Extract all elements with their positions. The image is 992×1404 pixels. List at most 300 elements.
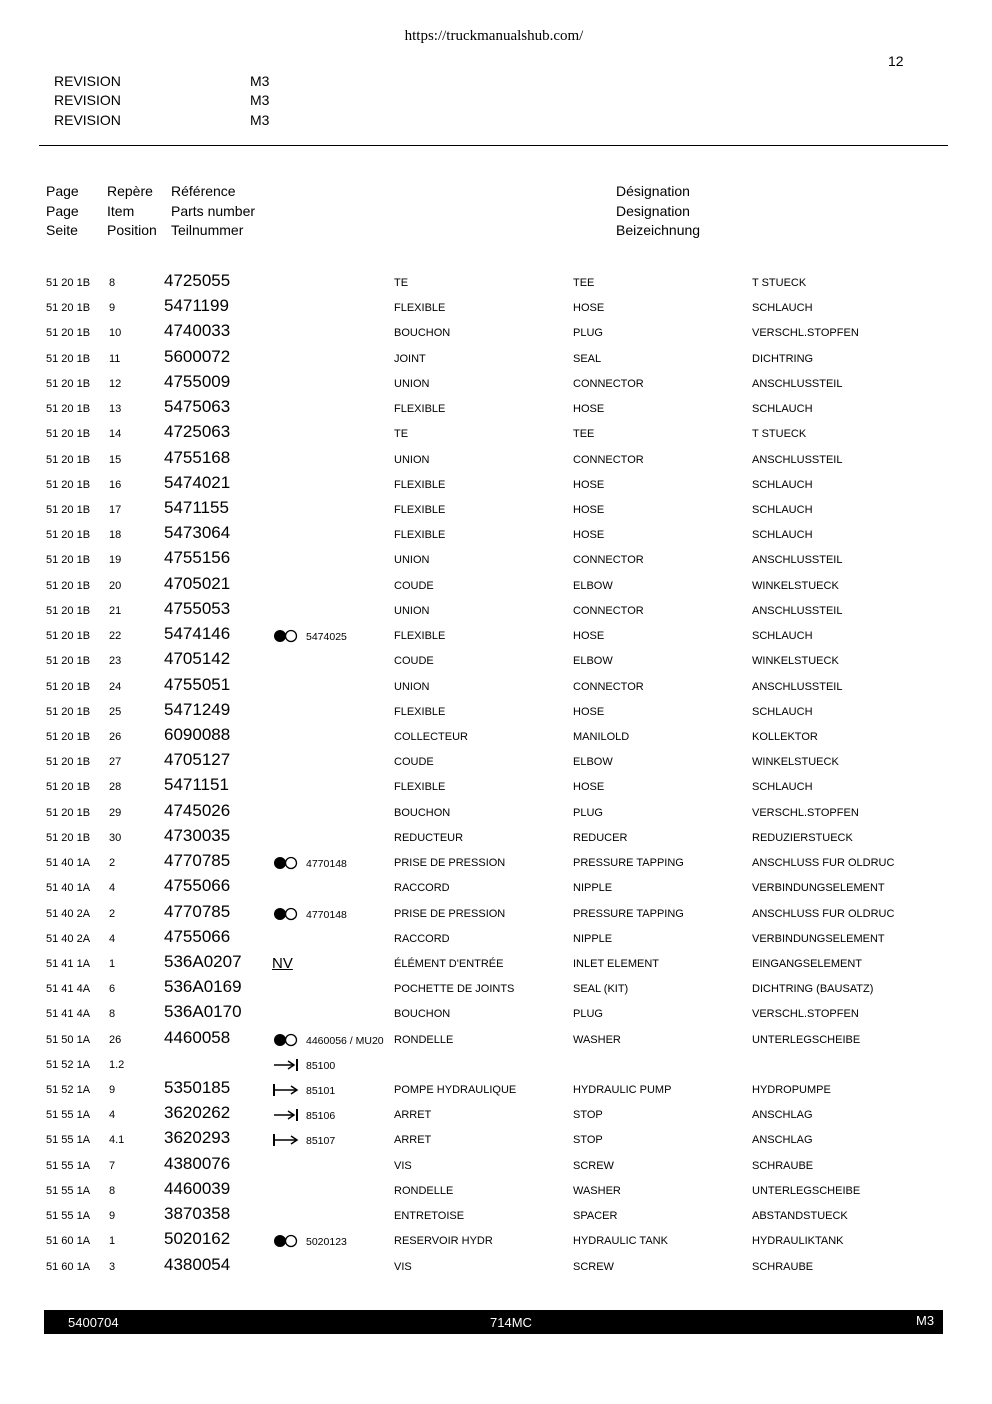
row-item: 29 [109,806,122,819]
row-item: 22 [109,630,122,643]
row-part-number: 4755168 [164,447,231,467]
row-item: 4.1 [109,1134,125,1147]
row-designation-de: KOLLEKTOR [752,730,818,743]
row-alternate-reference: 85100 [306,1059,336,1072]
row-item: 12 [109,377,122,390]
row-item: 11 [109,352,121,365]
row-designation-fr: UNION [394,604,430,617]
table-row [0,749,992,774]
row-designation-de: VERBINDUNGSELEMENT [752,932,885,945]
row-designation-de: SCHRAUBE [752,1260,814,1273]
row-designation-fr: COLLECTEUR [394,730,468,743]
row-part-number: 4770785 [164,851,231,871]
row-designation-fr: FLEXIBLE [394,630,446,643]
row-page: 51 55 1A [46,1159,91,1172]
revision-value: M3 [250,112,270,128]
row-item: 3 [109,1260,116,1273]
footer-bar [44,1310,943,1334]
row-page: 51 20 1B [46,478,91,491]
row-designation-de: SCHLAUCH [752,478,813,491]
row-item: 4 [109,1109,116,1122]
row-part-number: 5600072 [164,346,231,366]
row-designation-de: SCHLAUCH [752,403,813,416]
row-item: 7 [109,1159,116,1172]
row-designation-de: ANSCHLUSS FUR OLDRUC [752,857,895,870]
row-part-number: 5471249 [164,699,231,719]
footer-document-number: 5400704 [68,1315,119,1330]
row-designation-fr: COUDE [394,579,434,592]
table-row [0,1027,992,1052]
row-designation-fr: RESERVOIR HYDR [394,1235,493,1248]
row-page: 51 20 1B [46,705,91,718]
row-designation-en: ELBOW [573,579,613,592]
row-page: 51 55 1A [46,1184,91,1197]
column-header-designation-de: Beizeichnung [616,222,701,238]
row-designation-fr: FLEXIBLE [394,478,446,491]
column-header-reference-de: Teilnummer [171,222,244,238]
column-header-designation-fr: Désignation [616,183,690,199]
row-item: 28 [109,781,122,794]
row-item: 15 [109,453,122,466]
row-designation-en: ELBOW [573,756,613,769]
row-item: 18 [109,529,122,542]
row-alternate-reference: 4770148 [306,858,347,871]
table-row [0,926,992,951]
table-row [0,573,992,598]
row-part-number: 4755009 [164,371,231,391]
row-part-number: 4730035 [164,825,231,845]
row-designation-de: ABSTANDSTUECK [752,1210,848,1223]
row-alternate-reference: 5020123 [306,1236,347,1249]
row-designation-en: CONNECTOR [573,680,644,693]
row-designation-de: ANSCHLUSSTEIL [752,377,843,390]
source-url[interactable]: https://truckmanualshub.com/ [404,28,584,44]
revision-label: REVISION [54,73,121,89]
column-header-designation-en: Designation [616,202,690,219]
row-designation-en: SCREW [573,1159,614,1172]
row-part-number: 4725055 [164,271,231,290]
row-designation-de: DICHTRING [752,352,814,365]
row-page: 51 20 1B [46,806,91,819]
row-page: 51 40 2A [46,907,91,920]
row-designation-en: PLUG [573,806,603,819]
row-item: 1 [109,1235,116,1248]
table-row [0,320,992,345]
table-row [0,825,992,850]
row-page: 51 40 1A [46,882,91,895]
row-page: 51 41 4A [46,983,91,996]
row-designation-de: ANSCHLUSSTEIL [752,680,843,693]
row-part-number: 536A0207 [164,951,242,971]
row-part-number: 4770785 [164,901,231,921]
row-designation-en: SCREW [573,1260,614,1273]
row-alternate-reference: 85107 [306,1135,336,1148]
row-part-number: 4755053 [164,598,231,618]
row-alternate-reference: 4770148 [306,908,347,921]
row-page: 51 55 1A [46,1210,91,1223]
row-designation-en: SEAL [573,352,602,365]
row-item: 14 [109,428,122,441]
row-item: 23 [109,655,122,668]
row-part-number: 4705142 [164,649,231,669]
row-designation-fr: FLEXIBLE [394,705,446,718]
table-row [0,346,992,371]
row-item: 4 [109,932,116,945]
row-designation-en: PRESSURE TAPPING [573,857,684,870]
row-part-number: 4745026 [164,800,231,820]
row-designation-fr: TE [394,428,409,441]
row-part-number: 4755156 [164,548,231,568]
row-designation-en: STOP [573,1109,603,1122]
row-item: 26 [109,730,122,743]
row-item: 4 [109,882,116,895]
row-alternate-reference: 85106 [306,1110,336,1123]
row-designation-de: SCHRAUBE [752,1159,814,1172]
table-row [0,447,992,472]
row-designation-fr: ENTRETOISE [394,1210,465,1223]
revision-value: M3 [250,92,270,108]
row-page: 51 55 1A [46,1134,91,1147]
row-part-number: 5471155 [164,497,229,517]
row-page: 51 52 1A [46,1084,91,1097]
row-part-number: 4755051 [164,674,231,694]
row-page: 51 20 1B [46,831,91,844]
row-item: 8 [109,1184,116,1197]
row-designation-de: VERSCHL.STOPFEN [752,806,859,819]
row-designation-en: SPACER [573,1210,618,1223]
row-designation-en: PRESSURE TAPPING [573,907,684,920]
footer-model: 714MC [490,1315,532,1330]
row-designation-fr: ÉLÉMENT D'ENTRÉE [394,957,504,970]
row-part-number: 5473064 [164,523,231,543]
row-designation-de: HYDRAULIKTANK [752,1235,844,1248]
row-page: 51 40 2A [46,932,91,945]
row-designation-en: CONNECTOR [573,453,644,466]
row-item: 2 [109,907,116,920]
row-page: 51 20 1B [46,503,91,516]
row-designation-de: SCHLAUCH [752,781,813,794]
table-row [0,1001,992,1026]
table-row [0,901,992,926]
row-designation-fr: FLEXIBLE [394,503,446,516]
row-page: 51 41 4A [46,1008,91,1021]
row-part-number: 4460058 [164,1027,231,1047]
row-designation-de: ANSCHLAG [752,1109,813,1122]
row-designation-de: ANSCHLAG [752,1134,813,1147]
row-designation-fr: VIS [394,1159,412,1172]
table-row [0,421,992,446]
row-item: 21 [109,604,122,617]
page-number: 12 [888,53,904,69]
revision-label: REVISION [54,112,121,128]
table-row [0,547,992,572]
row-designation-de: VERBINDUNGSELEMENT [752,882,885,895]
row-part-number: 4725063 [164,422,231,442]
row-page: 51 20 1B [46,453,91,466]
row-designation-en: NIPPLE [573,882,613,895]
table-row [0,1127,992,1152]
table-row [0,800,992,825]
row-designation-en: HYDRAULIC PUMP [573,1084,672,1097]
row-designation-en: HOSE [573,529,605,542]
row-item: 17 [109,503,122,516]
column-header-item-de: Position [107,222,157,238]
row-page: 51 20 1B [46,352,91,365]
row-page: 51 20 1B [46,554,91,567]
row-designation-en: CONNECTOR [573,377,644,390]
row-page: 51 20 1B [46,630,91,643]
row-item: 13 [109,403,122,416]
row-part-number: 4755066 [164,876,231,896]
row-designation-de: ANSCHLUSS FUR OLDRUC [752,907,895,920]
table-row [0,850,992,875]
table-row [0,1228,992,1253]
row-item: 26 [109,1033,122,1046]
row-page: 51 52 1A [46,1058,91,1071]
table-row [0,1153,992,1178]
column-header-item-fr: Repère [107,183,153,199]
row-designation-en: REDUCER [573,831,628,844]
row-page: 51 20 1B [46,655,91,668]
not-available-mark: NV [272,954,293,972]
row-designation-en: MANILOLD [573,730,630,743]
row-designation-de: ANSCHLUSSTEIL [752,554,843,567]
column-header-reference-en: Parts number [171,202,256,219]
row-designation-de: VERSCHL.STOPFEN [752,1008,859,1021]
row-designation-en: ELBOW [573,655,613,668]
row-designation-de: WINKELSTUECK [752,756,839,769]
row-designation-fr: RONDELLE [394,1184,454,1197]
row-page: 51 20 1B [46,730,91,743]
row-item: 10 [109,327,122,340]
row-designation-fr: FLEXIBLE [394,403,446,416]
row-part-number: 4380054 [164,1254,231,1274]
row-alternate-reference: 4460056 / MU20 [306,1034,384,1047]
row-designation-de: SCHLAUCH [752,302,813,315]
table-row [0,951,992,976]
row-designation-fr: REDUCTEUR [394,831,464,844]
row-item: 8 [109,1008,116,1021]
row-page: 51 55 1A [46,1109,91,1122]
table-row [0,598,992,623]
row-designation-de: UNTERLEGSCHEIBE [752,1033,861,1046]
row-item: 1 [109,957,116,970]
row-designation-en: WASHER [573,1184,621,1197]
row-designation-fr: BOUCHON [394,806,451,819]
table-row [0,396,992,421]
table-row [0,1254,992,1279]
row-designation-en: HOSE [573,478,605,491]
row-designation-fr: VIS [394,1260,412,1273]
row-designation-fr: TE [394,277,409,289]
table-row [0,1077,992,1102]
table-row [0,774,992,799]
row-part-number: 536A0170 [164,1002,242,1022]
table-row [0,674,992,699]
row-designation-en: TEE [573,428,595,441]
table-row [0,270,992,295]
row-designation-fr: RACCORD [394,882,450,895]
row-part-number: 4705021 [164,573,231,593]
row-page: 51 40 1A [46,857,91,870]
row-item: 20 [109,579,122,592]
row-part-number: 5471151 [164,775,229,795]
row-part-number: 5474021 [164,472,231,492]
row-designation-en: WASHER [573,1033,621,1046]
column-header-designation [616,182,700,241]
row-page: 51 20 1B [46,277,91,289]
row-designation-de: ANSCHLUSSTEIL [752,453,843,466]
row-designation-de: T STUECK [752,428,807,441]
table-row [0,875,992,900]
row-page: 51 60 1A [46,1260,91,1273]
row-designation-en: TEE [573,277,595,289]
row-part-number: 4755066 [164,926,231,946]
table-row [0,1203,992,1228]
row-page: 51 20 1B [46,756,91,769]
column-header-reference [171,182,255,241]
row-designation-de: HYDROPUMPE [752,1084,831,1097]
row-designation-de: VERSCHL.STOPFEN [752,327,859,340]
row-item: 25 [109,705,122,718]
revision-value: M3 [250,73,270,89]
table-row [0,623,992,648]
row-designation-fr: UNION [394,377,430,390]
row-part-number: 4380076 [164,1153,231,1173]
row-designation-fr: FLEXIBLE [394,529,446,542]
row-designation-de: SCHLAUCH [752,529,813,542]
row-designation-de: ANSCHLUSSTEIL [752,604,843,617]
row-item: 9 [109,302,116,315]
row-alternate-reference: 5474025 [306,631,347,644]
table-row [0,976,992,1001]
table-row [0,472,992,497]
row-designation-fr: PRISE DE PRESSION [394,907,506,920]
row-page: 51 20 1B [46,579,91,592]
row-item: 24 [109,680,122,693]
row-item: 9 [109,1210,116,1223]
row-designation-fr: RACCORD [394,932,450,945]
row-item: 16 [109,478,122,491]
row-part-number: 6090088 [164,724,231,744]
row-designation-en: PLUG [573,327,603,340]
column-header-page [46,182,79,241]
row-item: 27 [109,756,122,769]
row-designation-fr: BOUCHON [394,1008,451,1021]
column-header-reference-fr: Référence [171,183,236,199]
row-page: 51 20 1B [46,680,91,693]
row-designation-de: DICHTRING (BAUSATZ) [752,983,874,996]
table-row [0,497,992,522]
row-designation-en: PLUG [573,1008,603,1021]
column-header-item [107,182,157,241]
table-row [0,295,992,320]
row-item: 8 [109,277,116,289]
row-item: 1.2 [109,1058,125,1071]
row-designation-en: HOSE [573,302,605,315]
revision-label: REVISION [54,92,121,108]
row-designation-en: HOSE [573,705,605,718]
row-part-number: 5350185 [164,1078,231,1098]
row-part-number: 5020162 [164,1229,231,1249]
row-designation-fr: POMPE HYDRAULIQUE [394,1084,517,1097]
row-designation-de: WINKELSTUECK [752,579,839,592]
row-alternate-reference: 85101 [306,1085,336,1098]
table-row [0,1102,992,1127]
row-designation-de: SCHLAUCH [752,503,813,516]
row-page: 51 20 1B [46,327,91,340]
row-designation-fr: PRISE DE PRESSION [394,857,506,870]
row-page: 51 20 1B [46,403,91,416]
row-designation-fr: ARRET [394,1134,432,1147]
row-designation-en: INLET ELEMENT [573,957,659,970]
row-designation-en: HYDRAULIC TANK [573,1235,668,1248]
row-designation-fr: FLEXIBLE [394,781,446,794]
row-page: 51 20 1B [46,302,91,315]
row-designation-fr: JOINT [394,352,426,365]
row-part-number: 5471199 [164,296,229,316]
row-part-number: 3620293 [164,1128,231,1148]
row-item: 2 [109,857,116,870]
row-part-number: 4740033 [164,321,231,341]
row-designation-fr: RONDELLE [394,1033,454,1046]
row-page: 51 50 1A [46,1033,91,1046]
table-row [0,1052,992,1077]
table-row [0,724,992,749]
table-row [0,699,992,724]
column-header-page-de: Seite [46,222,78,238]
row-designation-de: UNTERLEGSCHEIBE [752,1184,861,1197]
row-part-number: 4705127 [164,750,231,770]
row-designation-fr: COUDE [394,655,434,668]
column-header-page-fr: Page [46,183,79,199]
row-page: 51 20 1B [46,781,91,794]
row-item: 9 [109,1084,116,1097]
header-divider [39,145,948,146]
row-designation-fr: POCHETTE DE JOINTS [394,983,515,996]
row-part-number: 3870358 [164,1204,231,1224]
row-designation-en: NIPPLE [573,932,613,945]
table-row [0,1178,992,1203]
row-designation-en: STOP [573,1134,603,1147]
row-designation-de: REDUZIERSTUECK [752,831,853,844]
row-page: 51 20 1B [46,428,91,441]
row-item: 30 [109,831,122,844]
row-designation-en: HOSE [573,781,605,794]
row-designation-en: SEAL (KIT) [573,983,629,996]
row-part-number: 3620262 [164,1103,231,1123]
table-row [0,371,992,396]
row-designation-fr: UNION [394,453,430,466]
column-header-page-en: Page [46,202,79,219]
row-designation-de: SCHLAUCH [752,630,813,643]
row-part-number: 5474146 [164,624,231,644]
row-designation-de: T STUECK [752,277,807,289]
row-designation-de: EINGANGSELEMENT [752,957,863,970]
row-designation-en: CONNECTOR [573,554,644,567]
row-designation-fr: BOUCHON [394,327,451,340]
row-part-number: 536A0169 [164,977,242,997]
row-designation-fr: ARRET [394,1109,432,1122]
row-designation-fr: FLEXIBLE [394,302,446,315]
row-item: 19 [109,554,122,567]
row-designation-fr: UNION [394,680,430,693]
row-designation-en: HOSE [573,503,605,516]
row-designation-en: HOSE [573,403,605,416]
row-designation-de: WINKELSTUECK [752,655,839,668]
row-designation-en: CONNECTOR [573,604,644,617]
row-part-number: 5475063 [164,397,231,417]
